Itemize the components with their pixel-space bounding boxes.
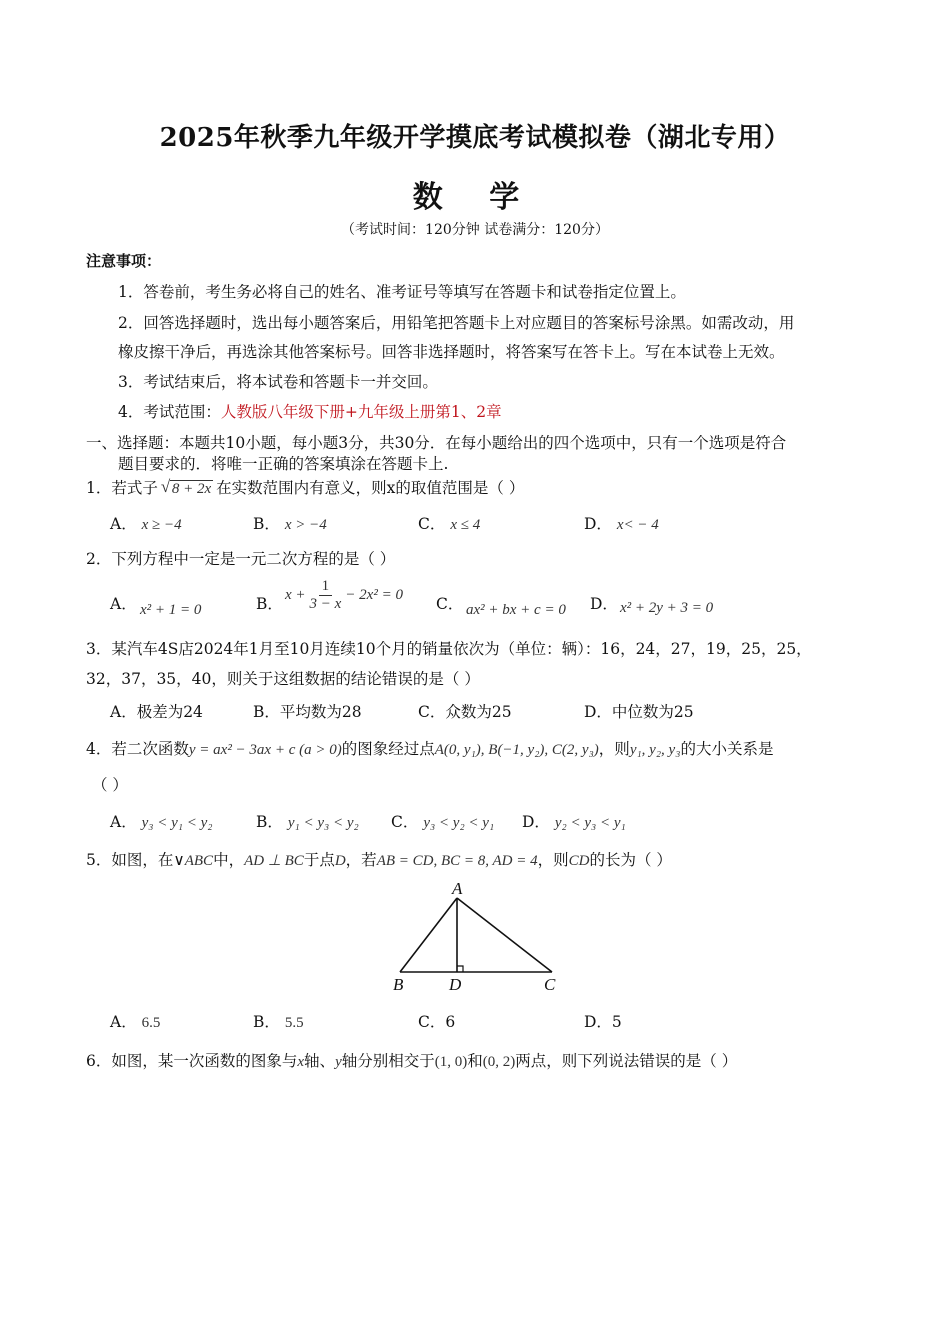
option-value: x > −4 <box>284 517 327 533</box>
option-label: B． <box>253 515 280 533</box>
point-2: (0, 2) <box>482 1054 516 1070</box>
q2-option-c-label[interactable]: C． <box>436 595 464 613</box>
subject-heading: 数 学 <box>412 180 538 215</box>
section-intro-line2: 题目要求的．将唯一正确的答案填涂在答题卡上. <box>118 455 449 473</box>
right-angle-icon <box>457 966 463 972</box>
notice-item-2-line2: 橡皮擦干净后，再选涂其他答案标号。回答非选择题时，将答案写在答卡上。写在本试卷上无效。 <box>118 343 785 361</box>
option-value: x ≤ 4 <box>450 517 481 533</box>
time-info: （考试时间：120分钟 试卷满分：120分） <box>341 222 609 238</box>
triangle-name: ABC <box>184 853 214 869</box>
q1-option-b[interactable] <box>253 512 327 534</box>
option-label: D． <box>522 813 550 831</box>
option-value: y₃ < y₁ < y₂ <box>141 815 213 831</box>
term: x + <box>285 587 306 603</box>
question-4-stem <box>86 737 773 759</box>
notice-item-1: 1．答卷前，考生务必将自己的姓名、准考证号等填写在答题卡和试卷指定位置上。 <box>118 283 686 301</box>
q4-mid: 的图象经过点 <box>341 740 435 758</box>
points: A(0, y₁), B(−1, y₂), C(2, y₃) <box>434 742 599 758</box>
q4-option-d[interactable] <box>522 810 626 832</box>
q4-mid2: ，则 <box>598 740 630 758</box>
option-label: A． <box>110 515 137 533</box>
foot-point: D <box>334 853 346 869</box>
q5-option-b[interactable] <box>253 1010 304 1032</box>
variables: y₁, y₂, y₃ <box>629 742 681 758</box>
q2-option-c[interactable]: ax² + bx + c = 0 <box>466 602 566 618</box>
q6-mid2: 轴分别相交于 <box>341 1052 435 1070</box>
question-3-line2: 32，37，35，40，则关于这组数据的结论错误的是（ ） <box>86 670 480 688</box>
radicand: 8 + 2x <box>171 481 212 497</box>
notice-item-4 <box>118 400 502 422</box>
y-axis-var: y <box>335 1054 342 1070</box>
q4-option-c[interactable] <box>391 810 494 832</box>
q5-option-c[interactable]: C．6 <box>418 1013 456 1031</box>
segment-ac <box>457 898 552 972</box>
q1-option-a[interactable] <box>110 512 182 534</box>
q5-post: 的长为（ ） <box>589 851 672 869</box>
q2-option-a-label[interactable]: A． <box>110 595 137 613</box>
q6-mid1: 轴、 <box>304 1052 336 1070</box>
label-d: D <box>449 975 462 994</box>
point-1: (1, 0) <box>434 1054 468 1070</box>
q1-option-c[interactable] <box>418 512 480 534</box>
segment-ab <box>400 898 457 972</box>
question-5-stem <box>86 848 672 870</box>
option-label: B． <box>256 813 283 831</box>
triangle-figure <box>380 876 580 998</box>
q5-pre: 5．如图，在∨ <box>86 851 185 869</box>
q6-pre: 6．如图，某一次函数的图象与 <box>86 1052 298 1070</box>
q1-option-d[interactable] <box>584 512 659 534</box>
q6-and: 和 <box>467 1052 483 1070</box>
conditions: AB = CD, BC = 8, AD = 4 <box>376 853 538 869</box>
q3-option-b[interactable]: B．平均数为28 <box>253 703 362 721</box>
q6-post: 两点，则下列说法错误的是（ ） <box>515 1052 738 1070</box>
exam-title: 2025年秋季九年级开学摸底考试模拟卷（湖北专用） <box>159 123 791 153</box>
q3-option-a[interactable]: A．极差为24 <box>110 703 203 721</box>
q4-option-a[interactable] <box>110 810 213 832</box>
option-value: 6.5 <box>141 1015 161 1031</box>
option-label: A． <box>110 1013 137 1031</box>
question-6-stem <box>86 1049 737 1071</box>
option-value: y₁ < y₃ < y₂ <box>287 815 359 831</box>
fraction <box>310 578 342 613</box>
q2-option-b-label[interactable]: B． <box>256 595 283 613</box>
q2-option-a[interactable]: x² + 1 = 0 <box>140 602 202 618</box>
q4-pre: 4．若二次函数 <box>86 740 189 758</box>
question-3-line1: 3．某汽车4S店2024年1月至10月连续10个月的销量依次为（单位：辆）：16，24，27，19，25，25， <box>86 640 812 658</box>
segment-cd: CD <box>568 853 590 869</box>
section-intro-line1: 一、选择题：本题共10小题，每小题3分，共30分．在每小题给出的四个选项中，只有一个选项是符合 <box>86 434 787 452</box>
q4-post: 的大小关系是 <box>680 740 774 758</box>
q2-option-b[interactable] <box>285 578 403 613</box>
q3-option-d[interactable]: D．中位数为25 <box>584 703 694 721</box>
option-label: C． <box>418 515 446 533</box>
option-value: 5.5 <box>284 1015 304 1031</box>
question-2-stem: 2．下列方程中一定是一元二次方程的是（ ） <box>86 550 396 568</box>
option-value: x ≥ −4 <box>141 517 182 533</box>
notice-item-3: 3．考试结束后，将本试卷和答题卡一并交回。 <box>118 373 438 391</box>
option-label: B． <box>253 1013 280 1031</box>
exam-scope: 人教版八年级下册+九年级上册第1、2章 <box>220 403 502 421</box>
q1-post: 在实数范围内有意义，则x的取值范围是（ ） <box>216 479 525 497</box>
q4-option-b[interactable] <box>256 810 359 832</box>
q5-mid2: 于点 <box>303 851 335 869</box>
denominator: 3 − x <box>309 596 342 612</box>
label-a: A <box>452 879 463 898</box>
quadratic-function: y = ax² − 3ax + c (a > 0) <box>188 742 342 758</box>
question-4-paren: （ ） <box>92 776 128 794</box>
option-value: y₃ < y₂ < y₁ <box>423 815 495 831</box>
option-label: A． <box>110 813 137 831</box>
q5-option-a[interactable] <box>110 1010 160 1032</box>
option-label: D． <box>584 515 612 533</box>
label-c: C <box>544 975 556 994</box>
question-1-stem <box>86 476 524 498</box>
q2-option-d[interactable]: x² + 2y + 3 = 0 <box>620 600 714 616</box>
option-label: C． <box>391 813 419 831</box>
sqrt-expression <box>160 477 213 498</box>
q5-mid1: 中， <box>213 851 245 869</box>
x-axis-var: x <box>297 1054 305 1070</box>
radical-sign-icon: √ <box>160 477 171 496</box>
q5-mid4: ，则 <box>537 851 569 869</box>
label-b: B <box>393 975 404 994</box>
term: − 2x² = 0 <box>345 587 403 603</box>
notice-item-4-prefix: 4．考试范围： <box>118 403 221 421</box>
q3-option-c[interactable]: C．众数为25 <box>418 703 512 721</box>
q5-option-d[interactable]: D．5 <box>584 1013 622 1031</box>
q1-pre: 1．若式子 <box>86 479 158 497</box>
option-value: y₂ < y₃ < y₁ <box>554 815 626 831</box>
q2-option-d-label[interactable]: D． <box>590 595 618 613</box>
notice-heading: 注意事项： <box>86 252 162 270</box>
notice-item-2-line1: 2．回答选择题时，选出每小题答案后，用铅笔把答题卡上对应题目的答案标号涂黑。如需改动，用 <box>118 314 795 332</box>
q5-mid3: ，若 <box>345 851 377 869</box>
perpendicular: AD ⊥ BC <box>244 853 304 869</box>
numerator: 1 <box>319 578 333 596</box>
option-value: x< − 4 <box>616 517 659 533</box>
